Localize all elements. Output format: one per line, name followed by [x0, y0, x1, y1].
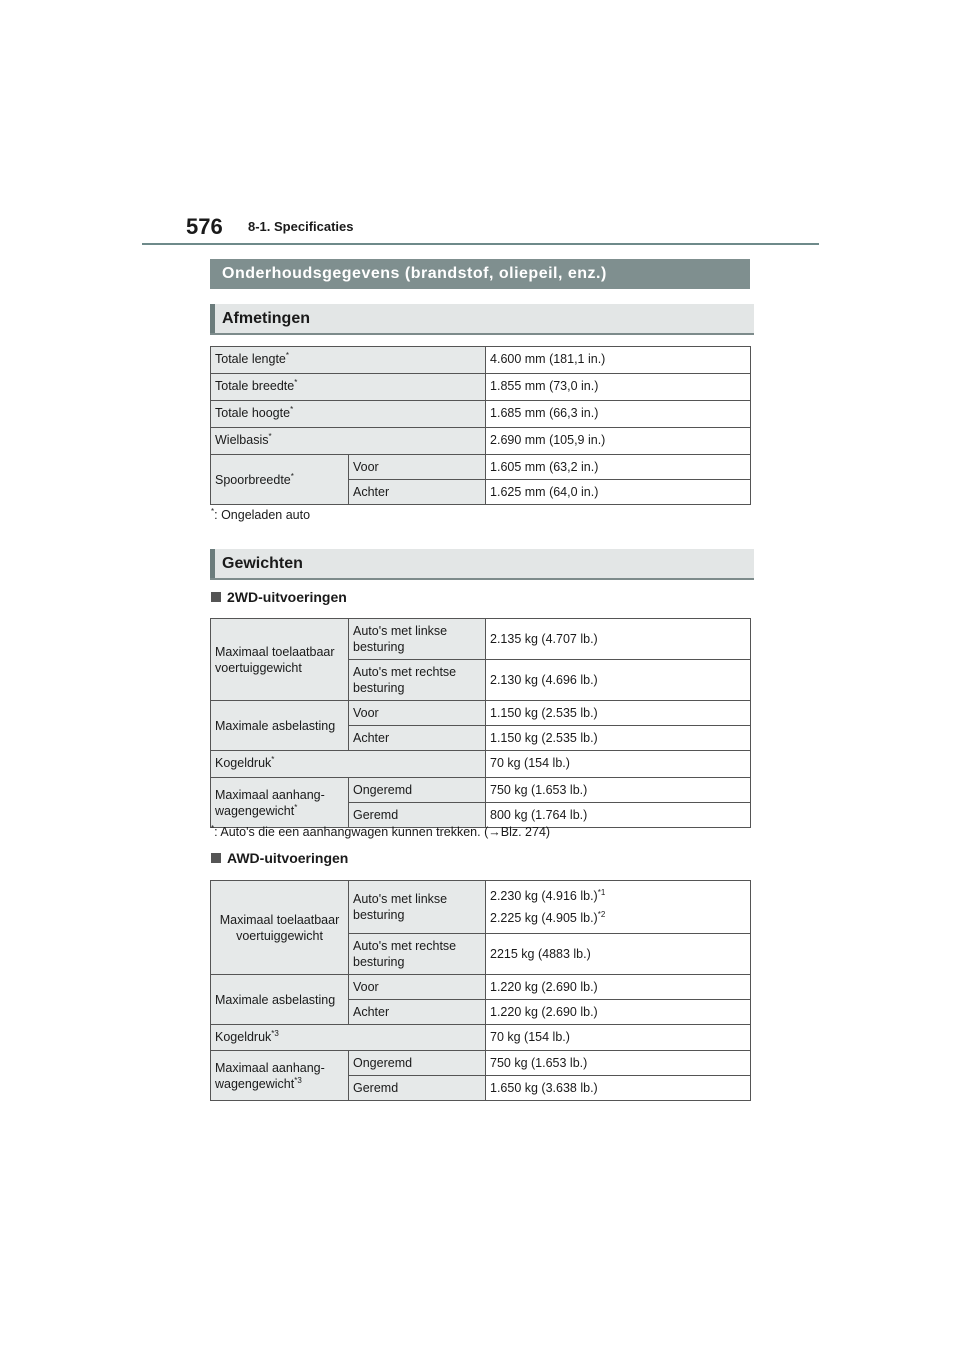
rhd-value: 2.130 kg (4.696 lb.) [486, 660, 751, 701]
axle-front-label: Voor [349, 701, 486, 726]
twd-footnote: *: Auto's die een aanhangwagen kunnen trekken. (→Blz. 274) [211, 823, 551, 839]
braked-value: 800 kg (1.764 lb.) [486, 803, 751, 828]
page-banner: Onderhoudsgegevens (brandstof, oliepeil, enz.) [210, 259, 750, 289]
ball-value: 70 kg (154 lb.) [486, 751, 751, 778]
header-divider [142, 243, 819, 245]
lhd-value: 2.230 kg (4.916 lb.)$^{*1}$ 2.225 kg (4.905 lb.)$^{*2}$ [486, 881, 751, 934]
table-row [211, 455, 751, 480]
dim-value: 1.685 mm (66,3 in.) [486, 401, 751, 428]
braked-value: 1.650 kg (3.638 lb.) [486, 1076, 751, 1101]
track-front-label: Voor [349, 455, 486, 480]
axle-rear-label: Achter [349, 1000, 486, 1025]
dim-label: Totale hoogte* [211, 401, 486, 428]
awd-title: AWD-uitvoeringen [211, 850, 348, 866]
table-row [211, 374, 751, 401]
twd-weights-table [210, 618, 751, 828]
table-row [211, 701, 751, 726]
table-row [211, 881, 751, 934]
bullet-square-icon [211, 853, 221, 863]
table-row [211, 751, 751, 778]
rhd-label: Auto's met rechtse besturing [349, 660, 486, 701]
ball-label: Kogeldruk* [211, 751, 486, 778]
unbraked-label: Ongeremd [349, 778, 486, 803]
table-row [211, 428, 751, 455]
unbraked-label: Ongeremd [349, 1051, 486, 1076]
rhd-value: 2215 kg (4883 lb.) [486, 934, 751, 975]
table-row [211, 1025, 751, 1051]
axle-front-value: 1.150 kg (2.535 lb.) [486, 701, 751, 726]
table-row [211, 1051, 751, 1076]
dim-label: Totale lengte* [211, 347, 486, 374]
track-rear-value: 1.625 mm (64,0 in.) [486, 480, 751, 505]
axle-rear-value: 1.150 kg (2.535 lb.) [486, 726, 751, 751]
trailer-label: Maximaal aanhang- wagengewicht* [211, 778, 349, 828]
dim-value: 2.690 mm (105,9 in.) [486, 428, 751, 455]
track-label: Spoorbreedte* [211, 455, 349, 505]
ball-label: Kogeldruk$^{*3}$ [211, 1025, 486, 1051]
braked-label: Geremd [349, 1076, 486, 1101]
page-number: 576 [186, 214, 223, 239]
dim-value: 1.855 mm (73,0 in.) [486, 374, 751, 401]
rhd-label: Auto's met rechtse besturing [349, 934, 486, 975]
lhd-label: Auto's met linkse besturing [349, 619, 486, 660]
track-front-value: 1.605 mm (63,2 in.) [486, 455, 751, 480]
lhd-label: Auto's met linkse besturing [349, 881, 486, 934]
gvw-label: Maximaal toelaatbaar voertuiggewicht [211, 881, 349, 975]
unbraked-value: 750 kg (1.653 lb.) [486, 1051, 751, 1076]
dim-label: Totale breedte* [211, 374, 486, 401]
axle-front-label: Voor [349, 975, 486, 1000]
weights-heading: Gewichten [210, 549, 754, 580]
bullet-square-icon [211, 592, 221, 602]
axle-front-value: 1.220 kg (2.690 lb.) [486, 975, 751, 1000]
ball-value: 70 kg (154 lb.) [486, 1025, 751, 1051]
table-row [211, 401, 751, 428]
table-row [211, 347, 751, 374]
section-title: 8-1. Specificaties [248, 219, 354, 234]
braked-label: Geremd [349, 803, 486, 828]
dimensions-heading: Afmetingen [210, 304, 754, 335]
dimensions-footnote: *: Ongeladen auto [211, 506, 311, 522]
unbraked-value: 750 kg (1.653 lb.) [486, 778, 751, 803]
awd-weights-table [210, 880, 751, 1101]
axle-rear-label: Achter [349, 726, 486, 751]
lhd-value: 2.135 kg (4.707 lb.) [486, 619, 751, 660]
axle-label: Maximale asbelasting [211, 701, 349, 751]
track-rear-label: Achter [349, 480, 486, 505]
axle-label: Maximale asbelasting [211, 975, 349, 1025]
dimensions-table [210, 346, 751, 505]
table-row [211, 619, 751, 660]
table-row [211, 975, 751, 1000]
dim-value: 4.600 mm (181,1 in.) [486, 347, 751, 374]
table-row [211, 778, 751, 803]
trailer-label: Maximaal aanhang- wagengewicht$^{*3}$ [211, 1051, 349, 1101]
axle-rear-value: 1.220 kg (2.690 lb.) [486, 1000, 751, 1025]
twd-title: 2WD-uitvoeringen [211, 589, 347, 605]
dim-label: Wielbasis* [211, 428, 486, 455]
gvw-label: Maximaal toelaatbaar voertuiggewicht [211, 619, 349, 701]
